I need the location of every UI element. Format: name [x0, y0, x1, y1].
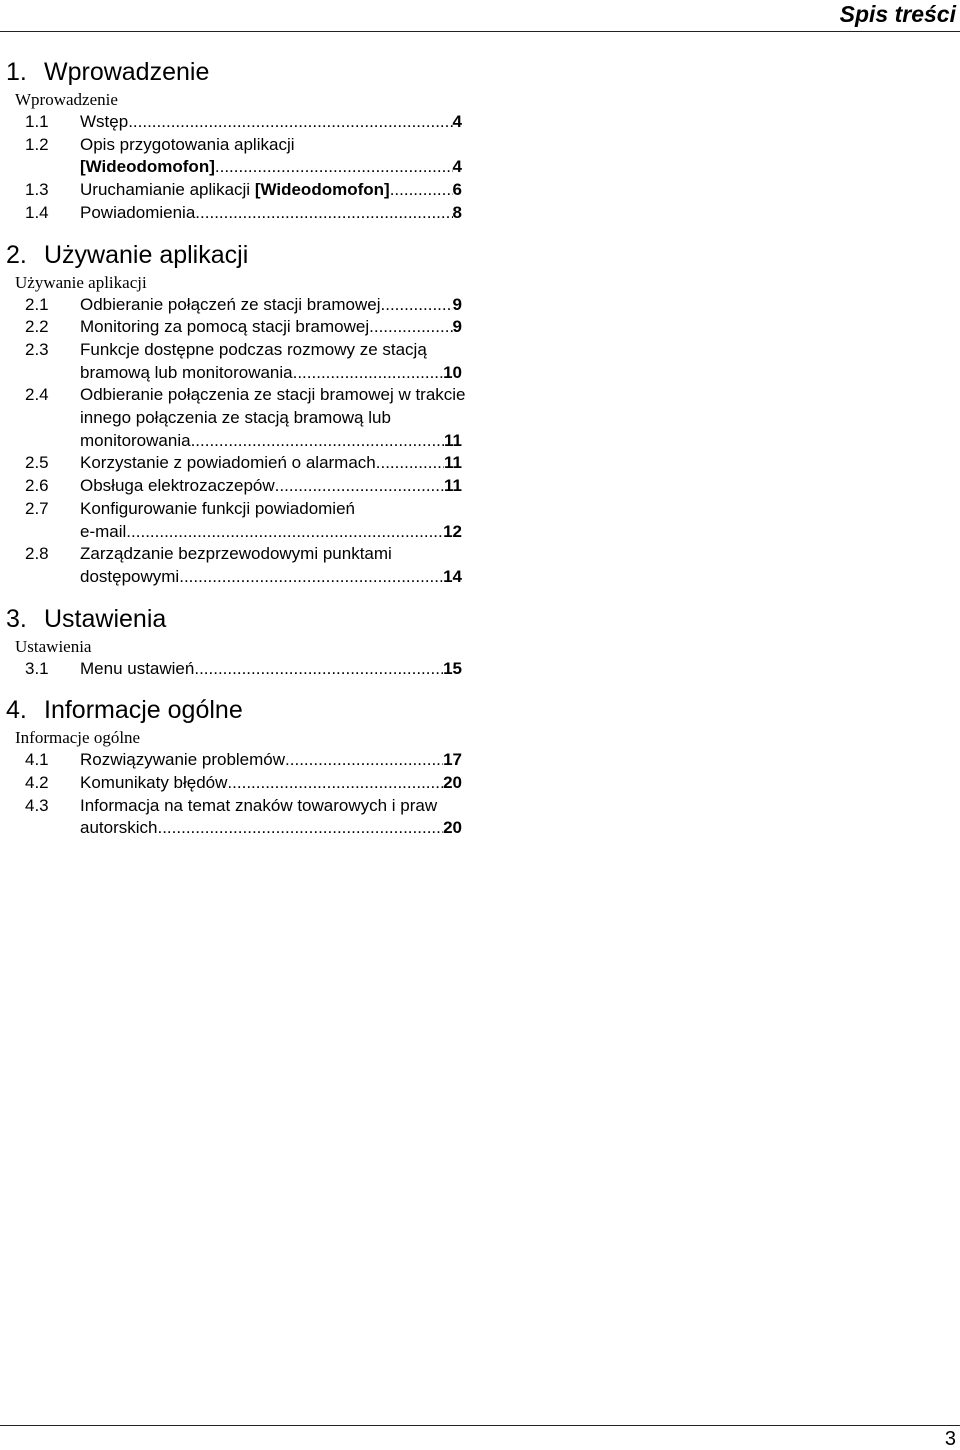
toc-entry[interactable]: [0, 294, 470, 317]
toc-entry-number: 1.2: [25, 134, 49, 154]
toc-entry-title: Odbieranie połączenia ze stacji bramowej w trakcie: [80, 385, 466, 405]
toc-entry-title: innego połączenia ze stacją bramową lub: [80, 408, 391, 428]
toc-entry-page: 8: [452, 202, 462, 222]
toc-entry[interactable]: [0, 179, 470, 202]
dot-leader: [285, 749, 443, 772]
toc-entry[interactable]: [0, 475, 470, 498]
toc-entry[interactable]: [0, 749, 470, 772]
dot-leader: [215, 156, 453, 179]
section-number: 2.: [6, 240, 27, 269]
dot-leader: [381, 294, 453, 317]
dot-leader: [157, 817, 443, 840]
toc-entry-number: 1.3: [25, 180, 49, 200]
page-number: 3: [944, 1428, 956, 1450]
section-title: Informacje ogólne: [44, 696, 243, 725]
dot-leader: [195, 202, 452, 225]
table-of-contents: [0, 56, 470, 854]
toc-entry-page: 9: [452, 317, 462, 337]
section-title: Wprowadzenie: [44, 58, 210, 86]
toc-entry[interactable]: [0, 498, 470, 543]
toc-entry-title: autorskich: [80, 818, 158, 838]
dot-leader: [369, 316, 452, 339]
toc-section: [0, 694, 470, 840]
toc-entry-page: 10: [443, 362, 462, 382]
toc-entry-number: 2.7: [25, 498, 49, 518]
toc-entry-page: 15: [443, 658, 462, 678]
toc-entry-page: 11: [444, 430, 462, 450]
toc-entry-number: 2.2: [25, 317, 49, 337]
toc-entry-title: Komunikaty błędów: [80, 773, 228, 793]
toc-entry-page: 14: [443, 566, 462, 586]
dot-leader: [194, 658, 443, 681]
toc-entry-number: 4.3: [25, 795, 49, 815]
page-header-title: Spis treści: [839, 1, 956, 27]
toc-entry-page: 6: [452, 180, 462, 200]
toc-entry-title: Funkcje dostępne podczas rozmowy ze stacją: [80, 339, 427, 359]
dot-leader: [390, 179, 453, 202]
toc-entry-title: Korzystanie z powiadomień o alarmach: [80, 453, 376, 473]
dot-leader: [126, 521, 443, 544]
section-subtitle: Informacje ogólne: [15, 728, 141, 748]
section-subtitle: Ustawienia: [15, 636, 92, 656]
toc-entry-page: 20: [443, 773, 462, 793]
toc-entry-number: 4.1: [25, 750, 49, 770]
section-title: Używanie aplikacji: [44, 240, 249, 269]
toc-entry[interactable]: [0, 134, 470, 179]
section-heading[interactable]: [0, 694, 470, 726]
section-title: Ustawienia: [44, 604, 167, 633]
toc-entry-title: Informacja na temat znaków towarowych i praw: [80, 795, 438, 815]
toc-entry-page: 11: [444, 476, 462, 496]
dot-leader: [376, 452, 444, 475]
dot-leader: [128, 111, 452, 134]
toc-section: [0, 239, 470, 589]
section-heading[interactable]: [0, 239, 470, 271]
toc-entry-title: [Wideodomofon]: [80, 157, 215, 177]
toc-entry-page: 11: [444, 453, 462, 473]
toc-entry-number: 3.1: [25, 658, 49, 678]
toc-entry[interactable]: [0, 384, 470, 452]
toc-entry[interactable]: [0, 339, 470, 384]
toc-entry-number: 2.6: [25, 476, 49, 496]
toc-entry[interactable]: [0, 111, 470, 134]
toc-entry-title: Menu ustawień: [80, 658, 195, 678]
toc-entry-number: 2.4: [25, 385, 49, 405]
toc-entry-page: 12: [443, 521, 462, 541]
toc-entry-title: e-mail: [80, 521, 127, 541]
toc-entry[interactable]: [0, 795, 470, 840]
toc-entry-title: Zarządzanie bezprzewodowymi punktami: [80, 544, 392, 564]
dot-leader: [275, 475, 444, 498]
toc-entry-title: monitorowania: [80, 430, 191, 450]
toc-entry-page: 4: [452, 112, 462, 131]
toc-entry-title: Rozwiązywanie problemów: [80, 750, 286, 770]
toc-entry-title: Obsługa elektrozaczepów: [80, 476, 275, 496]
toc-entry[interactable]: [0, 658, 470, 681]
section-heading[interactable]: [0, 603, 470, 635]
section-number: 3.: [6, 604, 27, 633]
toc-entry-title: Monitoring za pomocą stacji bramowej: [80, 317, 370, 337]
toc-entry-title: Wstęp: [80, 112, 129, 131]
toc-entry-title: dostępowymi: [80, 566, 180, 586]
toc-entry[interactable]: [0, 543, 470, 588]
section-subtitle: Używanie aplikacji: [15, 272, 147, 292]
toc-entry-title: bramową lub monitorowania: [80, 362, 293, 382]
dot-leader: [191, 430, 444, 453]
dot-leader: [179, 566, 443, 589]
toc-entry-number: 2.3: [25, 339, 49, 359]
toc-entry-number: 1.4: [25, 202, 49, 222]
toc-entry-title: Odbieranie połączeń ze stacji bramowej: [80, 294, 381, 314]
toc-entry-title: Opis przygotowania aplikacji: [80, 134, 295, 154]
toc-section: [0, 603, 470, 681]
toc-entry-title: Uruchamianie aplikacji [Wideodomofon]: [80, 180, 390, 200]
toc-entry-number: 2.5: [25, 453, 49, 473]
toc-entry-page: 4: [452, 157, 462, 177]
header-divider: [0, 31, 960, 32]
dot-leader: [293, 362, 443, 385]
toc-section: [0, 56, 470, 225]
toc-entry-title: Powiadomienia: [80, 202, 196, 222]
toc-entry[interactable]: [0, 452, 470, 475]
toc-entry-page: 9: [452, 294, 462, 314]
toc-entry-number: 2.1: [25, 294, 49, 314]
dot-leader: [227, 772, 443, 795]
toc-entry-number: 4.2: [25, 773, 49, 793]
toc-entry-page: 17: [443, 750, 462, 770]
toc-entry-number: 2.8: [25, 544, 49, 564]
section-number: 1.: [6, 58, 27, 86]
toc-entry-title: Konfigurowanie funkcji powiadomień: [80, 498, 355, 518]
toc-entry-page: 20: [443, 818, 462, 838]
toc-entry[interactable]: [0, 772, 470, 795]
footer-divider: [0, 1425, 960, 1426]
toc-entry[interactable]: [0, 316, 470, 339]
toc-entry-number: 1.1: [25, 112, 49, 131]
section-heading[interactable]: [0, 56, 470, 88]
section-number: 4.: [6, 696, 27, 725]
section-subtitle: Wprowadzenie: [15, 90, 118, 109]
toc-entry[interactable]: [0, 202, 470, 225]
